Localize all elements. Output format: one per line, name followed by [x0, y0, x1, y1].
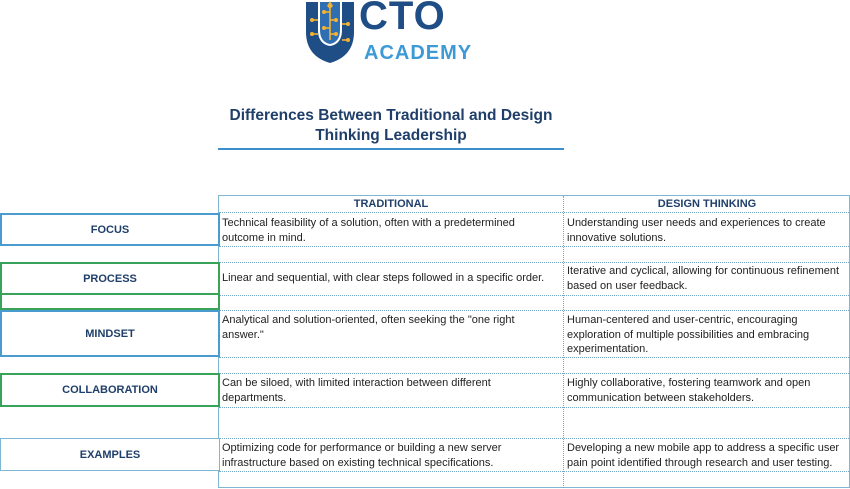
column-header-design-thinking: DESIGN THINKING: [657, 198, 757, 210]
cell-process-traditional: Linear and sequential, with clear steps followed in a specific order.: [222, 272, 545, 284]
table-divider: [219, 357, 849, 358]
cell-examples-design: Developing a new mobile app to address a specific user pain point identified through research and user testing.: [567, 442, 840, 469]
table-divider: [219, 407, 849, 408]
cto-academy-logo: [304, 0, 484, 68]
table-divider: [219, 212, 849, 213]
cell-focus-traditional: Technical feasibility of a solution, often with a predetermined outcome in mind.: [222, 217, 515, 244]
shield-circuit-icon: [304, 0, 356, 64]
cell-collaboration-design: Highly collaborative, fostering teamwork and open communication between stakeholders.: [567, 377, 811, 404]
cell-collaboration-traditional: Can be siloed, with limited interaction between different departments.: [222, 377, 491, 404]
row-label-process: PROCESS: [0, 262, 220, 295]
row-label-focus: FOCUS: [0, 213, 220, 246]
table-divider: [219, 438, 849, 439]
row-label-examples: EXAMPLES: [0, 438, 220, 471]
table-divider: [219, 373, 849, 374]
table-column-divider: [563, 196, 564, 488]
column-header-traditional: TRADITIONAL: [353, 198, 429, 210]
title-divider: [218, 148, 564, 150]
row-spacer: [0, 295, 220, 310]
cell-focus-design: Understanding user needs and experiences to create innovative solutions.: [567, 217, 826, 244]
row-label-collaboration: COLLABORATION: [0, 373, 220, 407]
logo-wordmark-cto: CTO: [359, 0, 446, 38]
table-divider: [219, 246, 849, 247]
cell-examples-traditional: Optimizing code for performance or building a new server infrastructure based on existing technical specifications.: [222, 442, 502, 469]
table-divider: [219, 471, 849, 472]
cell-mindset-design: Human-centered and user-centric, encouraging exploration of multiple possibilities and embracing experimentation.: [567, 314, 810, 355]
table-divider: [219, 262, 849, 263]
row-label-mindset: MINDSET: [0, 310, 220, 357]
cell-mindset-traditional: Analytical and solution-oriented, often seeking the "one right answer.": [222, 314, 515, 341]
table-divider: [219, 295, 849, 296]
logo-wordmark-academy: ACADEMY: [364, 42, 473, 64]
page-title: Differences Between Traditional and Design Thinking Leadership: [229, 107, 553, 144]
table-divider: [219, 310, 849, 311]
cell-process-design: Iterative and cyclical, allowing for continuous refinement based on user feedback.: [567, 265, 840, 292]
